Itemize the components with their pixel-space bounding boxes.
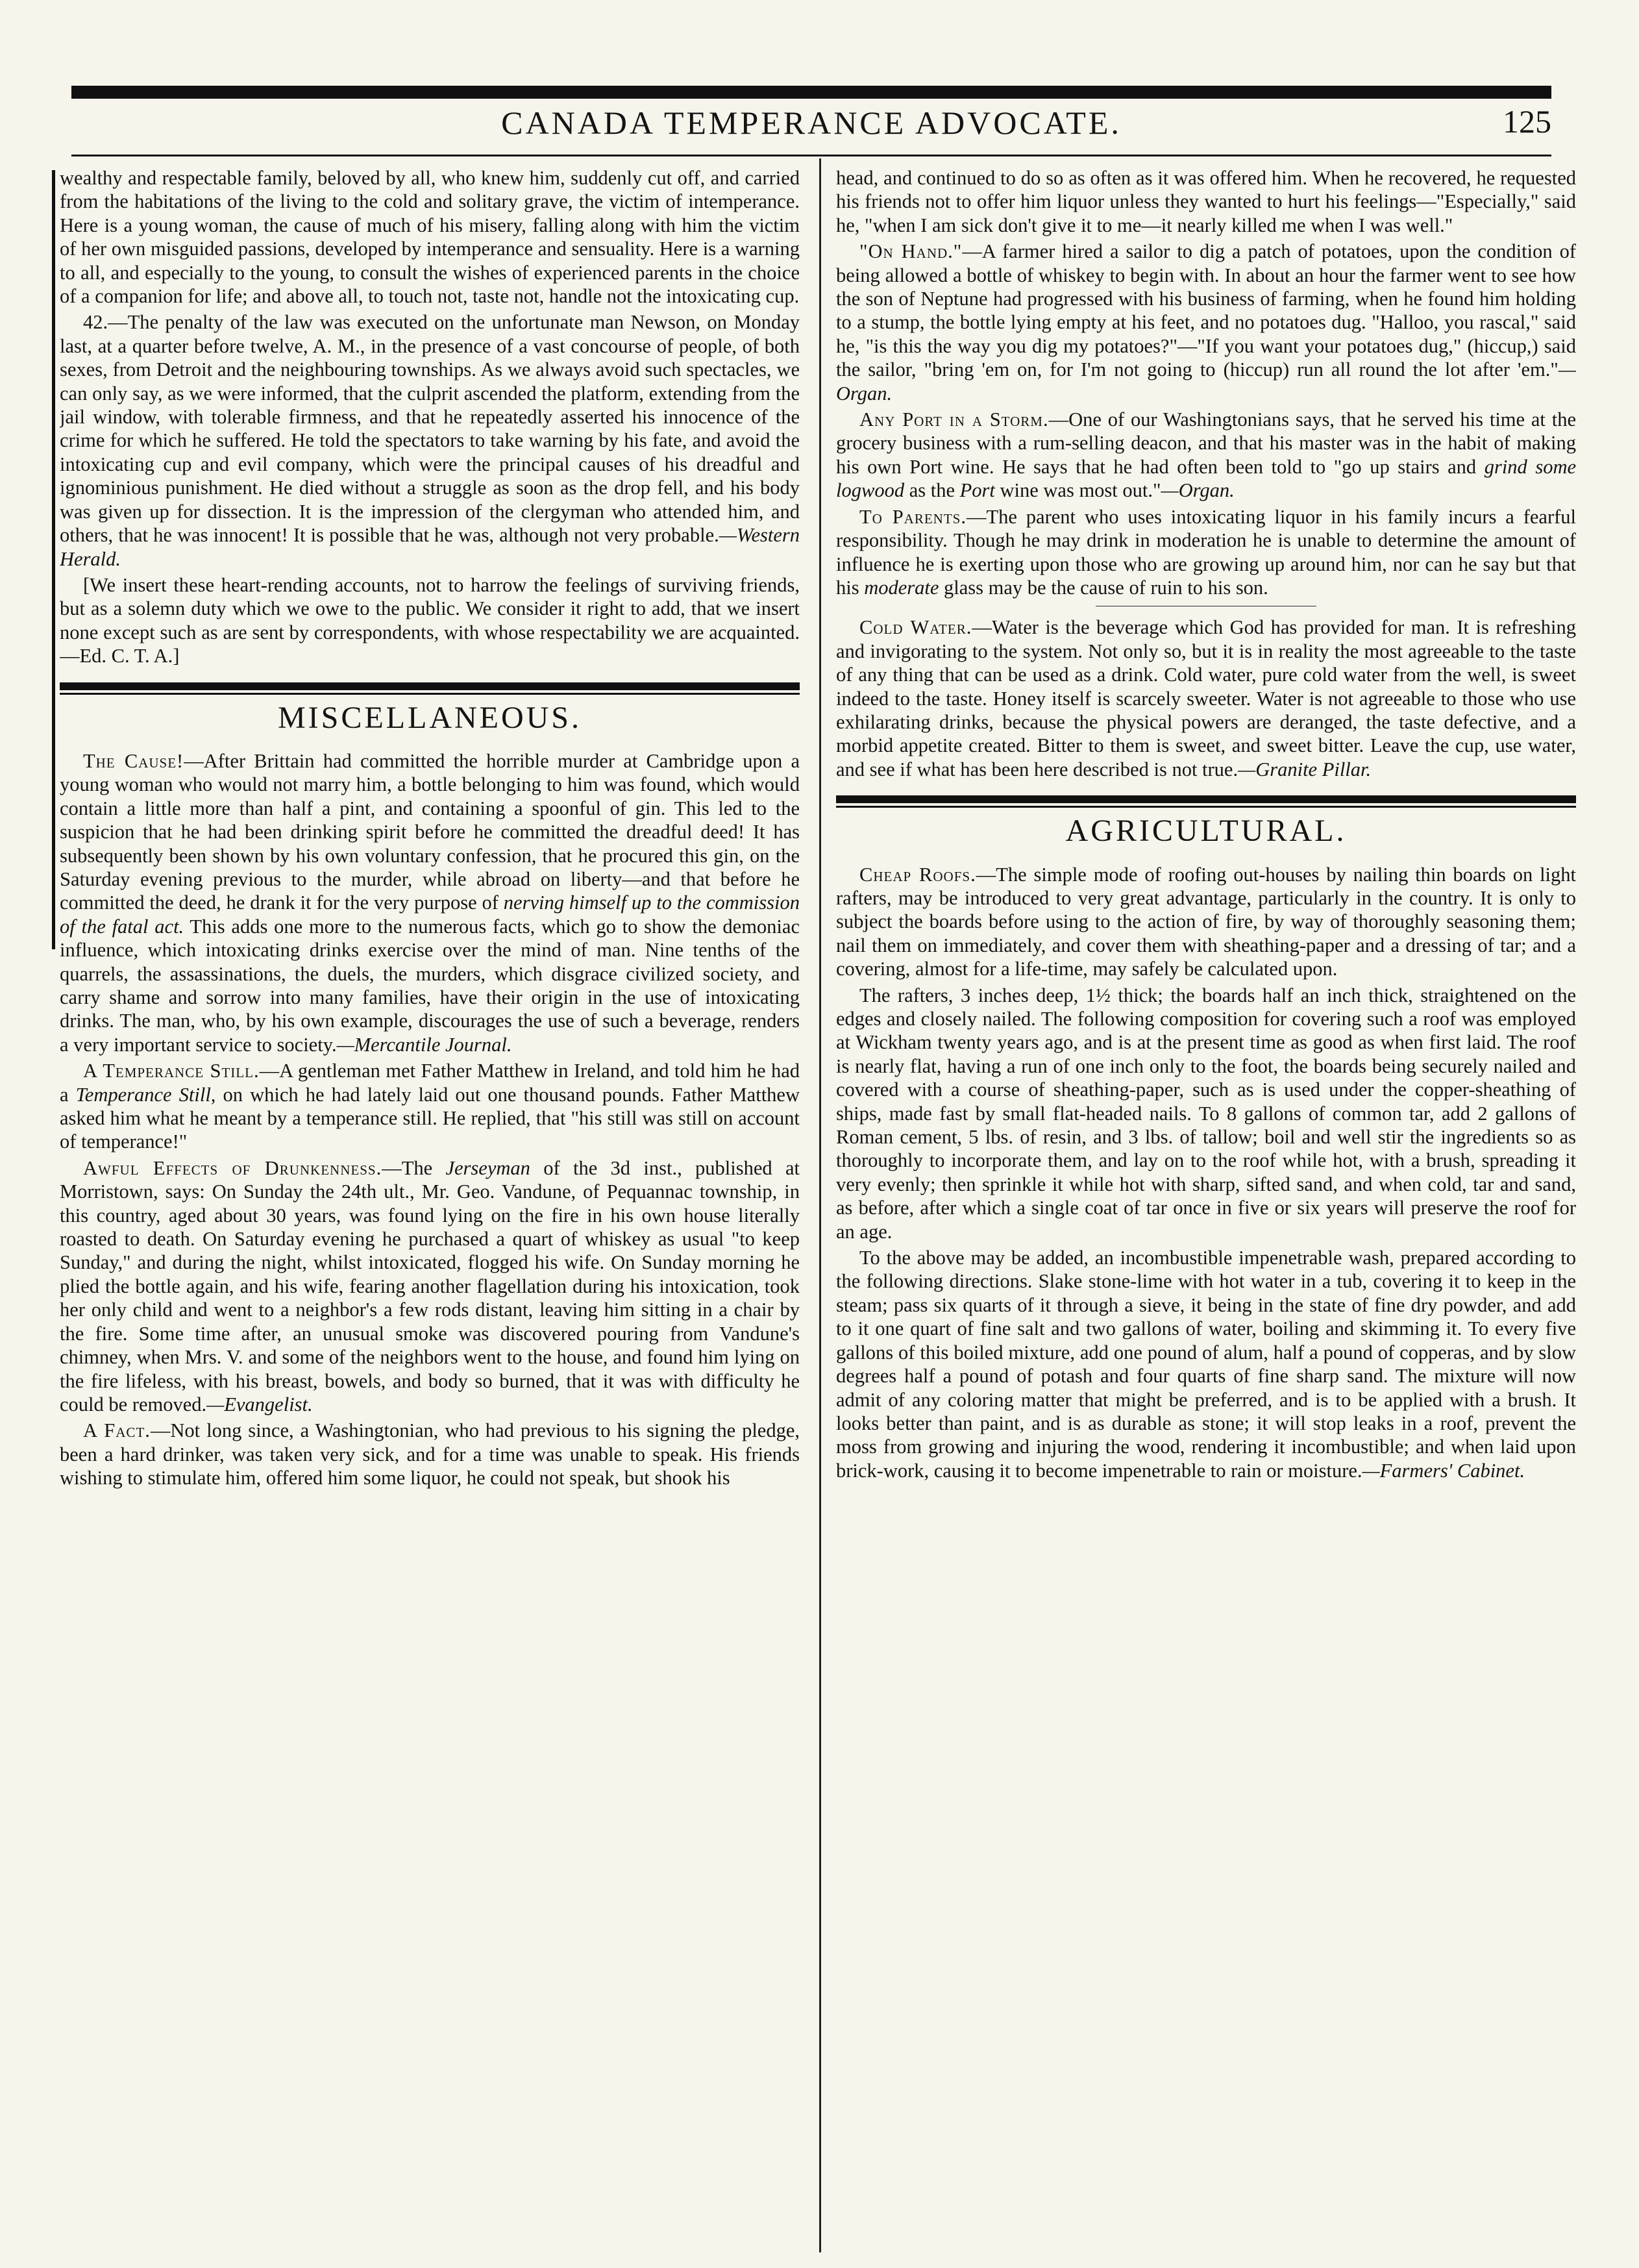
italic-text: nerving himself up to the commission of the fatal act.: [60, 891, 800, 938]
paragraph-text: This adds one more to the numerous facts, which go to show the demoniac influence, which intoxicating drinks exercise over the mind of man. Nine tenths of the quarrels, the assassinations, the duels, the murders, which disgrace civilized society, and carry shame and sorrow into many families, have their origin in the use of intoxicating drinks. The man, who, by his own example, discourages the use of such a beverage, renders a very important service to society.: [60, 915, 800, 1056]
article-heading: A Fact.: [83, 1419, 151, 1442]
source-credit: —Evangelist.: [206, 1393, 313, 1415]
paragraph-text: wine was most out.": [994, 479, 1161, 502]
paragraph-text: To the above may be added, an incombustible impenetrable wash, prepared according to the following directions. Slake stone-lime with hot water in a tub, covering it to keep in the steam; pass six quarts of it through a sieve, it being in the state of fine dry powder, and add to it one quart of fine salt and two gallons of water, boiling and skimming it. To every five gallons of this boiled mixture, add one pound of alum, half a pound of copperas, and by slow degrees half a pound of potash and four quarts of fine sharp sand. The mixture will now admit of any coloring matter that might be preferred, and is to be applied with a brush. It looks better than paint, and is as durable as stone; it will stop leaks in a roof, prevent the moss from growing and injuring the wood, rendering it incombustible; and when laid upon brick-work, causing it to become impenetrable to rain or moisture.: [836, 1247, 1576, 1482]
paragraph-text: on which he had lately laid out one thousand pounds. Father Matthew asked him what he meant by a temperance still. He replied, that "his still was still on account of temperance!": [60, 1083, 800, 1153]
paragraph-text: as the: [904, 479, 960, 502]
column-divider: [819, 158, 821, 2252]
article-awful-effects: [60, 1156, 800, 1416]
source-credit: —Farmers' Cabinet.: [1362, 1459, 1525, 1482]
section-thick-rule: [60, 682, 800, 690]
paragraph-text: —Water is the beverage which God has provided for man. It is refreshing and invigorating to the system. Not only so, but it is in reality the most agreeable to the taste of any thing that can be used as a drink. Cold water, pure cold water from the well, is sweet indeed to the taste. Honey itself is scarcely sweeter. Water is not agreeable to those who use exhilarating drinks, because the physical powers are deranged, the taste defective, and a morbid appetite created. Bitter to them is sweet, and sweet bitter. Leave the cup, use water, and see if what has been here described is not true.: [836, 616, 1576, 780]
article-paragraph: The rafters, 3 inches deep, 1½ thick; the boards half an inch thick, straightened on the edges and closely nailed. The following composition for covering such a roof was employed at Wickham twenty years ago, and is at the present time as good as when first laid. The roof is nearly flat, having a run of one inch only to the foot, the boards being securely nailed and covered with a course of sheathing-paper, such as is used under the copper-sheathing of ships, made fast by small flat-headed nails. To 8 gallons of common tar, add 2 gallons of Roman cement, 5 lbs. of resin, and 3 lbs. of tallow; boil and well stir the ingredients so as thoroughly to incorporate them, and lay on to the roof while hot, with a brush, spreading it very evenly; then sprinkle it while hot with sharp, sifted sand, and when cold, tar and sand, as before, after which a single coat of tar once in five or six years will preserve the roof for an age.: [836, 984, 1576, 1243]
article-cheap-roofs: [836, 863, 1576, 981]
paragraph-text: —A farmer hired a sailor to dig a patch of potatoes, upon the condition of being allowed a bottle of whiskey to begin with. In about an hour the farmer went to see how the son of Neptune had progressed with his business of farming, when he found him holding to a stump, the bottle lying empty at his feet, and no potatoes dug. "Halloo, you rascal," said he, "is this the way you dig my potatoes?"—"If you want your potatoes dug," (hiccup,) said the sailor, "bring 'em on, for I'm not going to (hiccup) run all round the lot after 'em.": [836, 240, 1576, 381]
section-thin-rule: [60, 693, 800, 695]
header-thin-rule: [71, 155, 1551, 156]
source-credit: —Mercantile Journal.: [336, 1033, 512, 1056]
italic-text: Jerseyman: [445, 1156, 530, 1179]
source-credit: —Organ.: [1161, 479, 1235, 502]
paragraph-text: —One of our Washingtonians says, that he served his time at the grocery business with a rum-selling deacon, and that his master was in the habit of making his own Port wine. He says that he had often been told to "go up stairs and: [836, 408, 1576, 478]
article-heading: Cheap Roofs.: [859, 863, 976, 886]
left-margin-bar: [52, 170, 55, 949]
article-heading: Any Port in a Storm.: [859, 408, 1049, 431]
left-column: [60, 166, 800, 2254]
article-temperance-still: [60, 1059, 800, 1154]
source-credit: —Granite Pillar.: [1238, 758, 1372, 780]
paragraph-text: glass may be the cause of ruin to his son.: [939, 576, 1268, 599]
paragraph-text: of the 3d inst., published at Morristown, says: On Sunday the 24th ult., Mr. Geo. Vandune, of Pequannac township, in this country, aged about 30 years, was found lying on the fire in his own house literally roasted to death. On Saturday evening he purchased a quart of whiskey as usual "to keep Sunday," and during the night, whilst intoxicated, flogged his wife. On Sunday morning he plied the bottle again, and his wife, fearing another flagellation during his intoxication, took her only child and went to a neighbor's a few rods distant, leaving him sitting in a chair by the fire. Some time after, an unusual smoke was discovered pouring from Vandune's chimney, when Mrs. V. and some of the neighbors went to the house, and found him lying on the fire lifeless, with his breast, bowels, and body so burned, that it was with difficulty he could be removed.: [60, 1156, 800, 1415]
article-heading: To Parents.: [859, 505, 967, 528]
section-title-agricultural: AGRICULTURAL.: [1065, 814, 1347, 849]
article-a-fact: [60, 1419, 800, 1489]
article-the-cause: [60, 749, 800, 1056]
article-paragraph: [836, 1246, 1576, 1482]
paragraph-text: —A gentleman met Father Matthew in Ireland, and told him he had a: [60, 1060, 800, 1106]
article-heading: Awful Effects of Drunkenness.: [83, 1156, 382, 1179]
section-thick-rule: [836, 795, 1576, 803]
article-any-port: [836, 408, 1576, 503]
italic-text: Temperance Still,: [75, 1083, 216, 1106]
italic-text: moderate: [864, 576, 939, 599]
paragraph-text: —After Brittain had committed the horrible murder at Cambridge upon a young woman who would not marry him, a bottle belonging to him was found, which would contain a little more than half a pint, and containing a spoonful of gin. This led to the suspicion that he had been drinking spirit before he committed the dreadful deed! It has subsequently been shown by his own voluntary confession, that he procured this gin, on the Saturday evening previous to the murder, while abroad on liberty—and that before he committed the deed, he drank it for the very purpose of: [60, 749, 800, 914]
article-to-parents: [836, 505, 1576, 600]
paragraph-text: —The parent who uses intoxicating liquor in his family incurs a fearful responsibility. Though he may drink in moderation he is unable to determine the amount of influence he is exerting upon those who are growing up around him, nor can he say but that his: [836, 505, 1576, 599]
article-paragraph: head, and continued to do so as often as it was offered him. When he recovered, he requested his friends not to offer him liquor unless they wanted to hurt his feelings—"Especially," said he, "when I am sick don't give it to me—it nearly killed me when I was well.": [836, 167, 1576, 236]
section-thin-rule: [836, 806, 1576, 808]
article-cold-water: [836, 616, 1576, 781]
masthead: [71, 101, 1551, 147]
publication-title: CANADA TEMPERANCE ADVOCATE.: [501, 105, 1122, 141]
italic-text: Port: [959, 479, 995, 502]
source-credit: —Western Herald.: [60, 524, 800, 570]
page-number: 125: [1503, 103, 1551, 140]
section-title-miscellaneous: MISCELLANEOUS.: [277, 700, 582, 735]
paragraph-text: —Not long since, a Washingtonian, who had previous to his signing the pledge, been a hard drinker, was taken very sick, and for a time was unable to speak. His friends wishing to stimulate him, offered him some liquor, he could not speak, but shook his: [60, 1419, 800, 1489]
article-heading: A Temperance Still.: [83, 1060, 260, 1082]
italic-text: grind some logwood: [836, 455, 1576, 502]
paragraph-text: —The: [382, 1156, 446, 1179]
article-paragraph: [60, 310, 800, 570]
article-heading: The Cause!: [83, 749, 184, 772]
paragraph-text: —The simple mode of roofing out-houses by nailing thin boards on light rafters, may be introduced to very great advantage, particularly in the country. It is only to subject the boards before using to the action of fire, by way of thoroughly seasoning them; nail them on immediately, and cover them with sheathing-paper and a dressing of tar; and a covering, almost for a life-time, may safely be calculated upon.: [836, 863, 1576, 980]
right-column: [836, 166, 1576, 2254]
header-thick-rule: [71, 86, 1551, 99]
article-paragraph: wealthy and respectable family, beloved by all, who knew him, suddenly cut off, and carried from the habitations of the living to the cold and solitary grave, the victim of intemperance. Here is a young woman, the cause of much of his misery, falling along with him the victim of her own misguided passions, developed by intemperance and sensuality. Here is a warning to all, and especially to the young, to consult the wishes of experienced parents in the choice of a companion for life; and above all, to touch not, taste not, handle not the intoxicating cup.: [60, 167, 800, 308]
article-on-hand: [836, 240, 1576, 405]
paragraph-text: 42.—The penalty of the law was executed on the unfortunate man Newson, on Monday last, at a quarter before twelve, A. M., in the presence of a vast concourse of people, of both sexes, from Detroit and the neighbouring townships. As we always avoid such spectacles, we can only say, as we were informed, that the culprit ascended the platform, extending from the jail window, with tolerable firmness, and that he repeatedly asserted his innocence of the crime for which he suffered. He told the spectators to take warning by his fate, and avoid the intoxicating cup and evil company, which were the principal causes of his dreadful and ignominious punishment. He died without a struggle as soon as the drop fell, and his body was given up for dissection. It is the impression of the clergyman who attended him, and others, that he was innocent! It is possible that he was, although not very probable.: [60, 311, 800, 547]
article-heading: "On Hand.": [859, 240, 963, 263]
source-credit: —Organ.: [836, 358, 1576, 405]
editor-note: [We insert these heart-rending accounts, not to harrow the feelings of surviving friends, but as a solemn duty which we owe to the public. We consider it right to add, that we insert none except such as are sent by correspondents, with whose respectability we are acquainted.—Ed. C. T. A.]: [60, 573, 800, 667]
article-heading: Cold Water.: [859, 616, 972, 639]
